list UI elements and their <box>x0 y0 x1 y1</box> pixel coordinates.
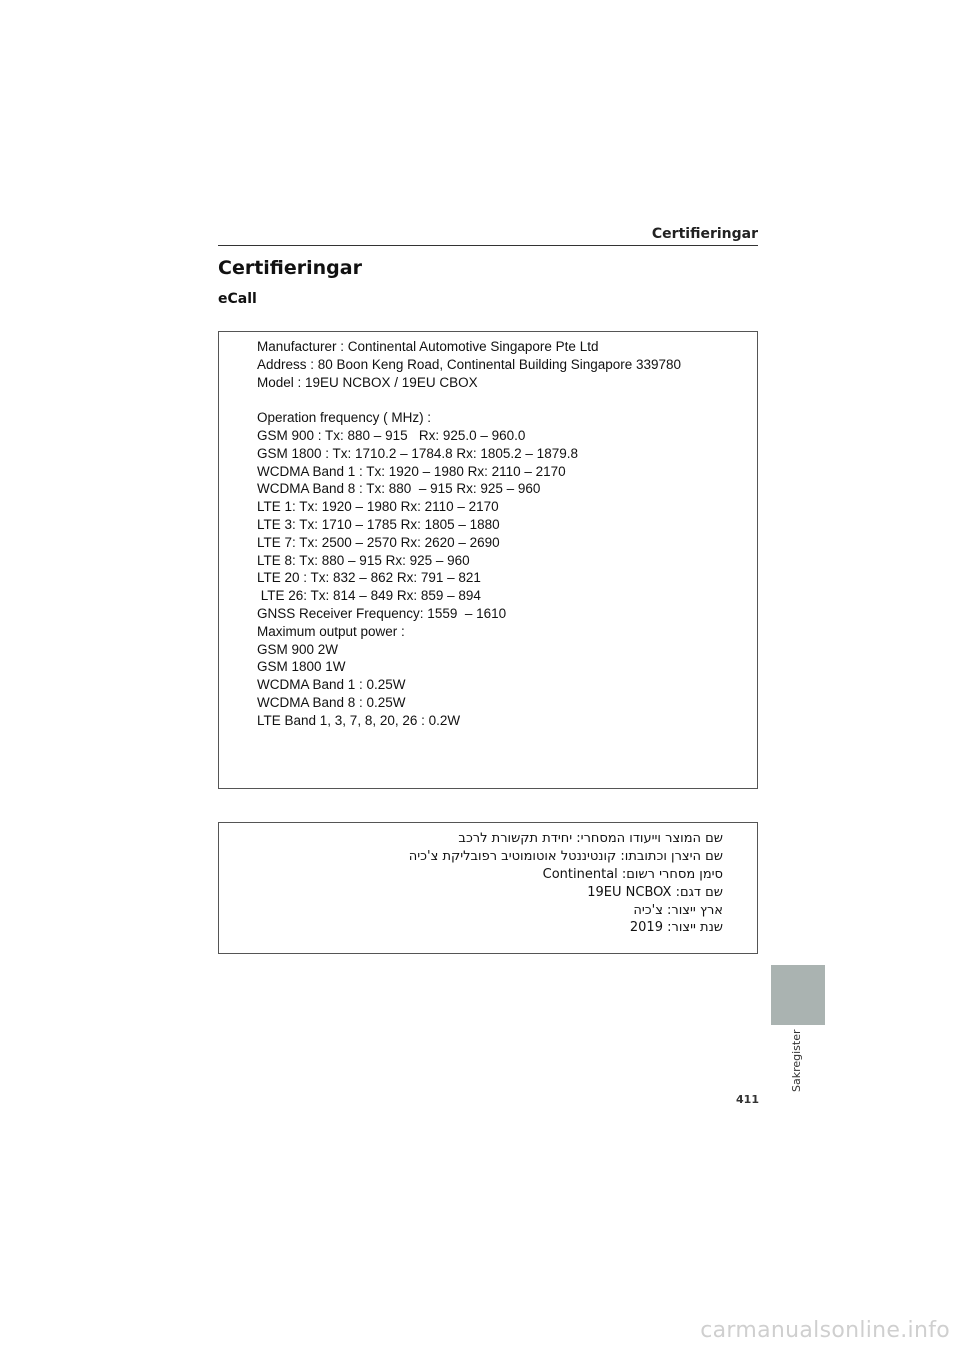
ecall-line: GSM 1800 1W <box>257 659 346 675</box>
ecall-line: WCDMA Band 8 : 0.25W <box>257 694 406 710</box>
ecall-line: Maximum output power : <box>257 623 405 639</box>
ecall-line: WCDMA Band 1 : Tx: 1920 – 1980 Rx: 2110 – 2170 <box>257 463 566 479</box>
ecall-line: LTE 3: Tx: 1710 – 1785 Rx: 1805 – 1880 <box>257 516 500 532</box>
ecall-line: WCDMA Band 1 : 0.25W <box>257 677 406 693</box>
ecall-line: Model : 19EU NCBOX / 19EU CBOX <box>257 374 478 390</box>
section-title-ecall: eCall <box>218 291 257 307</box>
ecall-line: LTE 7: Tx: 2500 – 2570 Rx: 2620 – 2690 <box>257 534 500 550</box>
chapter-tab-label: Sakregister <box>790 1029 803 1092</box>
ecall-line: LTE 20 : Tx: 832 – 862 Rx: 791 – 821 <box>257 570 481 586</box>
ecall-text-block <box>257 338 747 730</box>
ecall-line: GNSS Receiver Frequency: 1559 – 1610 <box>257 605 507 621</box>
hebrew-line: שם המוצר וייעודו המסחרי: יחידת תקשורת לרכב <box>458 831 723 846</box>
hebrew-text-block <box>229 830 723 937</box>
hebrew-line: סימן מסחרי רשום: Continental <box>542 866 723 882</box>
ecall-line: WCDMA Band 8 : Tx: 880 – 915 Rx: 925 – 960 <box>257 481 541 497</box>
ecall-line: LTE 8: Tx: 880 – 915 Rx: 925 – 960 <box>257 552 470 568</box>
hebrew-line: ארץ ייצור: צ'כיה <box>633 902 723 918</box>
hebrew-line: שנת ייצור: 2019 <box>629 920 723 936</box>
ecall-line: LTE 1: Tx: 1920 – 1980 Rx: 2110 – 2170 <box>257 499 499 515</box>
ecall-line: LTE Band 1, 3, 7, 8, 20, 26 : 0.2W <box>257 712 461 728</box>
ecall-line: LTE 26: Tx: 814 – 849 Rx: 859 – 894 <box>257 588 481 604</box>
watermark: carmanualsonline.info <box>700 1318 950 1343</box>
ecall-line: Address : 80 Boon Keng Road, Continental Building Singapore 339780 <box>257 356 682 372</box>
hebrew-line: שם דגם: 19EU NCBOX <box>587 884 723 900</box>
running-header: Certifieringar <box>651 226 758 242</box>
page-title: Certifieringar <box>218 257 362 279</box>
page-number: 411 <box>736 1093 759 1106</box>
hebrew-certification-box <box>218 822 758 954</box>
ecall-line: Manufacturer : Continental Automotive Singapore Pte Ltd <box>257 339 599 354</box>
ecall-line: Operation frequency ( MHz) : <box>257 410 432 426</box>
ecall-line-blank <box>257 391 747 409</box>
ecall-line: GSM 900 2W <box>257 641 339 657</box>
hebrew-line: שם היצרן וכתובתו: קונטיננטל אוטומוטיב רפובליקת צ'כיה <box>408 848 723 864</box>
ecall-certification-box <box>218 331 758 789</box>
chapter-thumb-tab <box>771 965 825 1025</box>
header-divider <box>218 245 758 246</box>
ecall-line: GSM 1800 : Tx: 1710.2 – 1784.8 Rx: 1805.2 – 1879.8 <box>257 445 578 461</box>
ecall-line: GSM 900 : Tx: 880 – 915 Rx: 925.0 – 960.0 <box>257 427 526 443</box>
